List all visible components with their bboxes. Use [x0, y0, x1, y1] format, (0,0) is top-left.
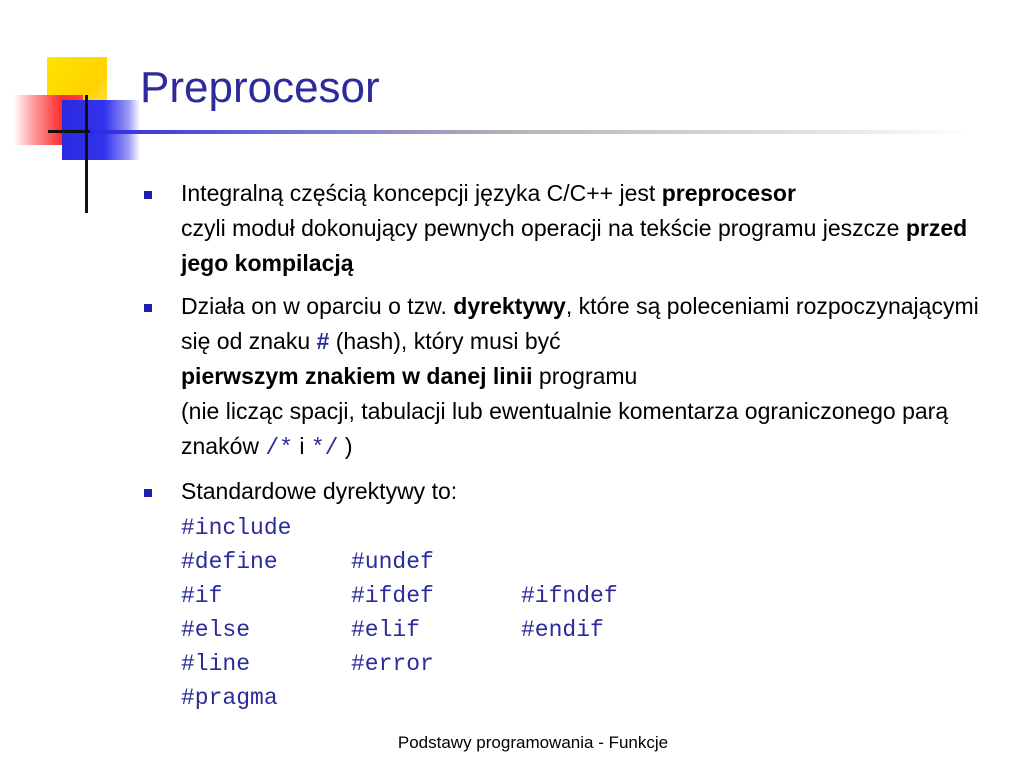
directive-code: #define [181, 549, 278, 575]
bullet-text [181, 289, 1000, 466]
directive-code: #if [181, 583, 223, 609]
directive-code: #ifndef [521, 583, 618, 609]
directive-code: #endif [521, 617, 604, 643]
directive-code [521, 681, 691, 715]
directive-code [521, 511, 691, 545]
directive-code: #include [181, 515, 292, 541]
directive-code [521, 545, 691, 579]
directive-code: #error [351, 651, 434, 677]
text-run: Integralną częścią koncepcji języka C/C++ jest [181, 180, 662, 206]
text-run: (nie licząc spacji, tabulacji lub ewentualnie komentarza ograniczonego parą znaków [181, 398, 949, 459]
bullet-marker-icon [144, 191, 152, 199]
directive-code: #else [181, 617, 251, 643]
text-run: programu [532, 363, 638, 389]
bullet-text [181, 176, 1000, 281]
text-run: Działa on w oparciu o tzw. [181, 293, 454, 319]
comment-open-code: /* [265, 435, 293, 461]
bold-text-run: przed jego kompilacją [181, 215, 968, 276]
bullet-text: Standardowe dyrektywy to: [181, 478, 458, 504]
directive-code: #pragma [181, 685, 278, 711]
directive-code: #line [181, 651, 251, 677]
bold-text-run: dyrektywy [453, 293, 566, 319]
text-run: czyli moduł dokonujący pewnych operacji na tekście programu jeszcze [181, 215, 906, 241]
bullet-item-directives [140, 289, 1000, 466]
directives-grid [181, 511, 1000, 715]
bold-text-run: pierwszym znakiem w danej linii [181, 363, 533, 389]
bullet-item-standard-directives [140, 474, 1000, 715]
text-run: i [292, 433, 311, 459]
bold-text-run: preprocesor [661, 180, 796, 206]
slide-title: Preprocesor [140, 63, 380, 112]
title-divider [90, 130, 970, 134]
bullet-item-preprocessor [140, 176, 1000, 281]
text-run: , które są poleceniami rozpoczynającymi się od znaku [181, 293, 979, 354]
directive-code: #undef [351, 549, 434, 575]
directive-code [521, 647, 691, 681]
text-run: ) [338, 433, 353, 459]
slide-body [140, 176, 1000, 723]
slide-footer: Podstawy programowania - Funkcje [397, 733, 669, 752]
slide-logo [0, 0, 140, 220]
bullet-marker-icon [144, 304, 152, 312]
hash-symbol: # [316, 328, 330, 354]
bullet-marker-icon [144, 489, 152, 497]
directive-code [351, 681, 521, 715]
directive-code: #elif [351, 617, 421, 643]
directive-code: #ifdef [351, 583, 434, 609]
directive-code [351, 511, 521, 545]
text-run: (hash), który musi być [329, 328, 561, 354]
comment-close-code: */ [310, 435, 339, 461]
logo-vertical-line [85, 95, 88, 213]
